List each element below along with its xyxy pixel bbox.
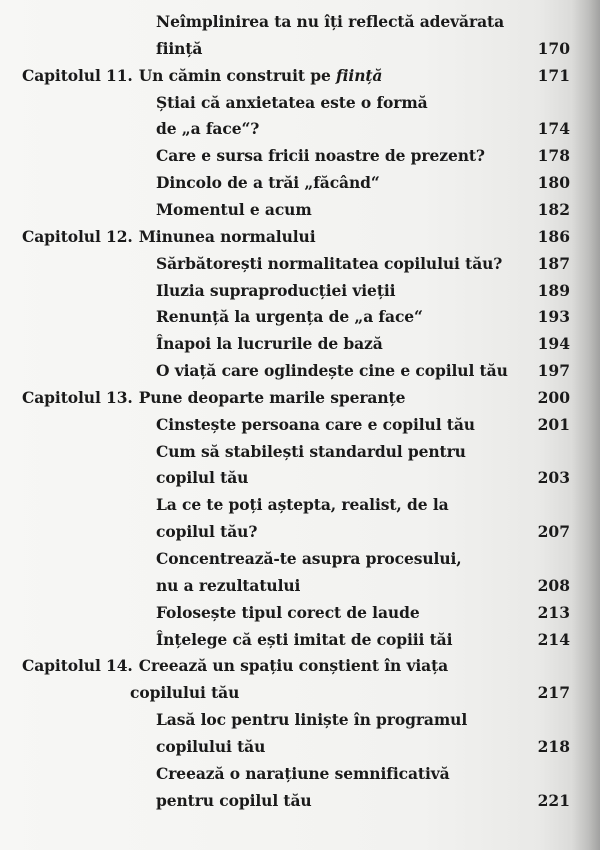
toc-section-entry [156, 361, 508, 381]
toc-section-entry [156, 468, 248, 488]
page-number: 208 [537, 576, 570, 595]
toc-section-entry [156, 603, 420, 623]
toc-section-entry [156, 12, 504, 32]
chapter-number: Capitolul 12. [22, 227, 133, 246]
entry-title: Creează o narațiune semnificativă [156, 764, 450, 783]
page-number: 193 [537, 307, 570, 326]
entry-title: La ce te poți aștepta, realist, de la [156, 495, 449, 514]
toc-section-entry [156, 495, 449, 515]
page-number: 214 [537, 630, 570, 649]
page-number: 174 [537, 119, 570, 138]
toc-chapter-entry [22, 227, 316, 247]
entry-title: Momentul e acum [156, 200, 312, 219]
entry-title: de „a face“? [156, 119, 260, 138]
page-number: 217 [537, 683, 570, 702]
page-number: 200 [537, 388, 570, 407]
toc-section-entry [156, 630, 452, 650]
page-number: 186 [537, 227, 570, 246]
toc-section-entry [156, 200, 312, 220]
entry-title: Lasă loc pentru liniște în programul [156, 710, 468, 729]
page-number: 201 [537, 415, 570, 434]
entry-title-emphasis: ființă [336, 66, 383, 85]
page-gutter-shadow [572, 0, 600, 850]
entry-title: Un cămin construit pe [138, 66, 337, 85]
toc-section-entry [156, 764, 450, 784]
entry-title: copilului tău [156, 737, 266, 756]
toc-section-entry [156, 93, 428, 113]
toc-chapter-entry [22, 388, 405, 408]
page-number: 189 [537, 281, 570, 300]
toc-section-entry [130, 683, 239, 703]
toc-section-entry [156, 307, 423, 327]
toc-section-entry [156, 415, 475, 435]
page-number: 171 [537, 66, 570, 85]
toc-section-entry [156, 791, 312, 811]
page-number: 182 [537, 200, 570, 219]
page-number: 194 [537, 334, 570, 353]
entry-title: O viață care oglindește cine e copilul tău [156, 361, 508, 380]
entry-title: Pune deoparte marile speranțe [138, 388, 406, 407]
entry-title: Neîmplinirea ta nu îți reflectă adevărata [156, 12, 505, 31]
toc-section-entry [156, 254, 502, 274]
entry-title: Înțelege că ești imitat de copiii tăi [156, 630, 453, 649]
toc-section-entry [156, 39, 202, 59]
toc-section-entry [156, 710, 467, 730]
entry-title: Sărbătorești normalitatea copilului tău? [156, 254, 503, 273]
chapter-number: Capitolul 13. [22, 388, 133, 407]
toc-section-entry [156, 522, 257, 542]
entry-title: Cum să stabilești standardul pentru [156, 442, 466, 461]
toc-section-entry [156, 737, 265, 757]
page-number: 221 [537, 791, 570, 810]
entry-title: Știai că anxietatea este o formă [156, 93, 428, 112]
toc-section-entry [156, 442, 466, 462]
page-number: 178 [537, 146, 570, 165]
entry-title: Care e sursa fricii noastre de prezent? [156, 146, 485, 165]
toc-section-entry [156, 549, 462, 569]
toc-section-entry [156, 146, 485, 166]
chapter-number: Capitolul 14. [22, 656, 133, 675]
entry-title: Iluzia supraproducției vieții [156, 281, 396, 300]
entry-title: ființă [156, 39, 203, 58]
page-number: 203 [537, 468, 570, 487]
toc-chapter-entry [22, 656, 448, 676]
entry-title: Creează un spațiu conștient în viața [138, 656, 449, 675]
entry-title: copilului tău [130, 683, 240, 702]
entry-title: pentru copilul tău [156, 791, 312, 810]
page-number: 218 [537, 737, 570, 756]
toc-section-entry [156, 119, 259, 139]
entry-title: copilul tău [156, 468, 249, 487]
entry-title: Dincolo de a trăi „făcând“ [156, 173, 380, 192]
entry-title: Înapoi la lucrurile de bază [156, 334, 383, 353]
entry-title: nu a rezultatului [156, 576, 301, 595]
page-number: 213 [537, 603, 570, 622]
entry-title: copilul tău? [156, 522, 258, 541]
entry-title: Concentrează-te asupra procesului, [156, 549, 462, 568]
toc-section-entry [156, 173, 380, 193]
entry-title: Minunea normalului [138, 227, 316, 246]
toc-section-entry [156, 281, 395, 301]
toc-section-entry [156, 576, 300, 596]
entry-title: Cinstește persoana care e copilul tău [156, 415, 475, 434]
chapter-number: Capitolul 11. [22, 66, 133, 85]
page-number: 197 [537, 361, 570, 380]
entry-title: Folosește tipul corect de laude [156, 603, 420, 622]
entry-title: Renunță la urgența de „a face“ [156, 307, 423, 326]
page-number: 207 [537, 522, 570, 541]
toc-section-entry [156, 334, 383, 354]
page-number: 187 [537, 254, 570, 273]
page-number: 170 [537, 39, 570, 58]
page-number: 180 [537, 173, 570, 192]
toc-chapter-entry [22, 66, 382, 86]
